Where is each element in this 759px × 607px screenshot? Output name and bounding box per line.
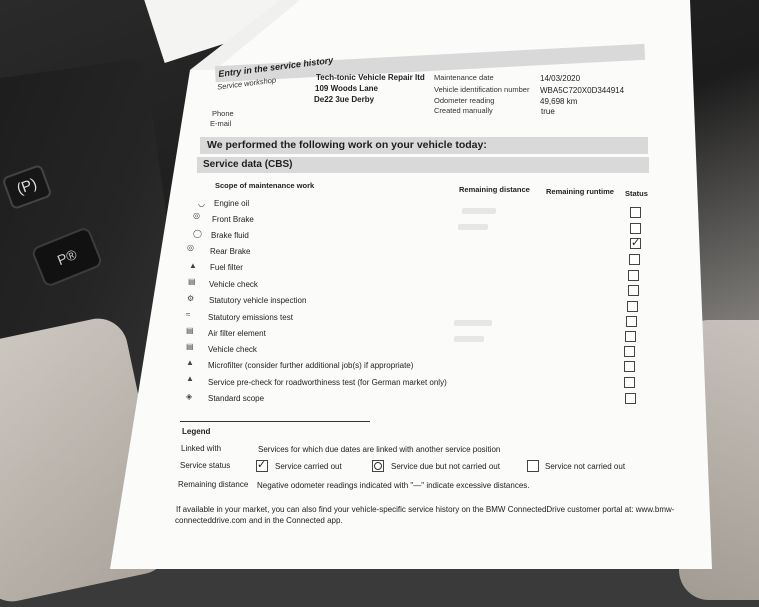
phone-label: Phone	[212, 109, 234, 118]
cbs-heading: Service data (CBS)	[203, 159, 293, 170]
blurred-value	[462, 208, 496, 214]
status-checkbox	[625, 393, 636, 404]
status-checkbox	[625, 331, 636, 342]
footer-line1: If available in your market, you can also find your vehicle-specific service history on the BMW ConnectedDrive customer portal at: www.bmw-	[176, 505, 675, 514]
vin-value: WBA5C720X0D344914	[540, 86, 625, 95]
due-box-icon	[372, 460, 384, 472]
row-label: Statutory emissions test	[208, 313, 293, 322]
parking-brake-button: (P)	[1, 164, 52, 210]
status-checkbox-checked	[630, 238, 641, 249]
status-checkbox	[630, 207, 641, 218]
empty-box-icon	[527, 460, 539, 472]
precheck-icon: ▲	[186, 374, 194, 383]
maintenance-date-value: 14/03/2020	[540, 74, 581, 83]
status-checkbox	[626, 316, 637, 327]
blurred-value	[458, 224, 488, 230]
brake-fluid-icon: ◯	[193, 229, 202, 238]
blurred-value	[454, 336, 484, 342]
car-lift-icon: ▤	[186, 342, 194, 351]
vin-label: Vehicle identification number	[434, 85, 530, 94]
legend-linked-text: Services for which due dates are linked with another service position	[258, 445, 501, 454]
col-runtime: Remaining runtime	[546, 187, 614, 196]
col-distance: Remaining distance	[459, 185, 530, 194]
car-lift-icon: ▤	[188, 277, 196, 286]
col-status: Status	[625, 189, 648, 198]
footer-line2: connecteddrive.com and in the Connected app.	[175, 516, 343, 525]
emissions-icon: ≈	[186, 310, 191, 319]
blurred-value	[454, 320, 492, 326]
legend-distance-label: Remaining distance	[178, 480, 249, 489]
legend-status-label: Service status	[180, 461, 231, 470]
col-scope: Scope of maintenance work	[215, 181, 315, 190]
fuel-filter-icon: ▲	[189, 261, 197, 270]
status-checkbox	[628, 270, 639, 281]
legend-linked-label: Linked with	[181, 444, 222, 453]
row-label: Engine oil	[214, 199, 250, 208]
row-label: Vehicle check	[208, 345, 257, 354]
email-label: E-mail	[210, 119, 232, 128]
legend-distance-text: Negative odometer readings indicated with "—" indicate excessive distances.	[257, 481, 530, 490]
status-checkbox	[629, 254, 640, 265]
row-label: Statutory vehicle inspection	[209, 296, 307, 305]
car-icon: ◈	[186, 392, 193, 401]
row-label: Microfilter (consider further additional job(s) if appropriate)	[208, 361, 414, 370]
row-label: Fuel filter	[210, 263, 243, 272]
oil-can-icon: ◡	[198, 199, 205, 208]
row-label: Air filter element	[208, 329, 266, 338]
legend-carried: Service carried out	[275, 462, 342, 471]
workshop-city: De22 3ue Derby	[314, 95, 375, 104]
odometer-label: Odometer reading	[434, 96, 495, 105]
odometer-value: 49,698 km	[540, 97, 578, 106]
status-checkbox	[624, 346, 635, 357]
legend-divider	[180, 421, 370, 422]
status-checkbox	[627, 301, 638, 312]
auto-hold-button: P®	[30, 226, 103, 288]
created-manually-label: Created manually	[434, 106, 493, 115]
maintenance-date-label: Maintenance date	[434, 73, 494, 82]
history-title: Entry in the service history	[217, 54, 334, 80]
status-checkbox	[624, 361, 635, 372]
status-checkbox	[630, 223, 641, 234]
status-checkbox	[628, 285, 639, 296]
workshop-street: 109 Woods Lane	[315, 84, 378, 93]
checked-box-icon	[256, 460, 268, 472]
row-label: Front Brake	[212, 215, 254, 224]
created-manually-value: true	[541, 107, 555, 116]
microfilter-icon: ▲	[186, 358, 194, 367]
row-label: Standard scope	[208, 394, 265, 403]
status-checkbox	[624, 377, 635, 388]
row-label: Rear Brake	[210, 247, 251, 256]
workshop-name: Tech-tonic Vehicle Repair ltd	[316, 73, 425, 82]
row-label: Service pre-check for roadworthiness test (for German market only)	[208, 378, 447, 387]
work-heading: We performed the following work on your vehicle today:	[207, 139, 487, 151]
front-brake-icon: ◎	[193, 211, 200, 220]
legend-heading: Legend	[182, 427, 211, 436]
row-label: Vehicle check	[209, 280, 258, 289]
inspection-icon: ⚙	[187, 294, 195, 303]
legend-not: Service not carried out	[545, 462, 626, 471]
air-filter-icon: ▤	[186, 326, 194, 335]
row-label: Brake fluid	[211, 231, 249, 240]
rear-brake-icon: ◎	[187, 243, 194, 252]
workshop-label: Service workshop	[216, 75, 277, 92]
legend-due: Service due but not carried out	[391, 462, 500, 471]
